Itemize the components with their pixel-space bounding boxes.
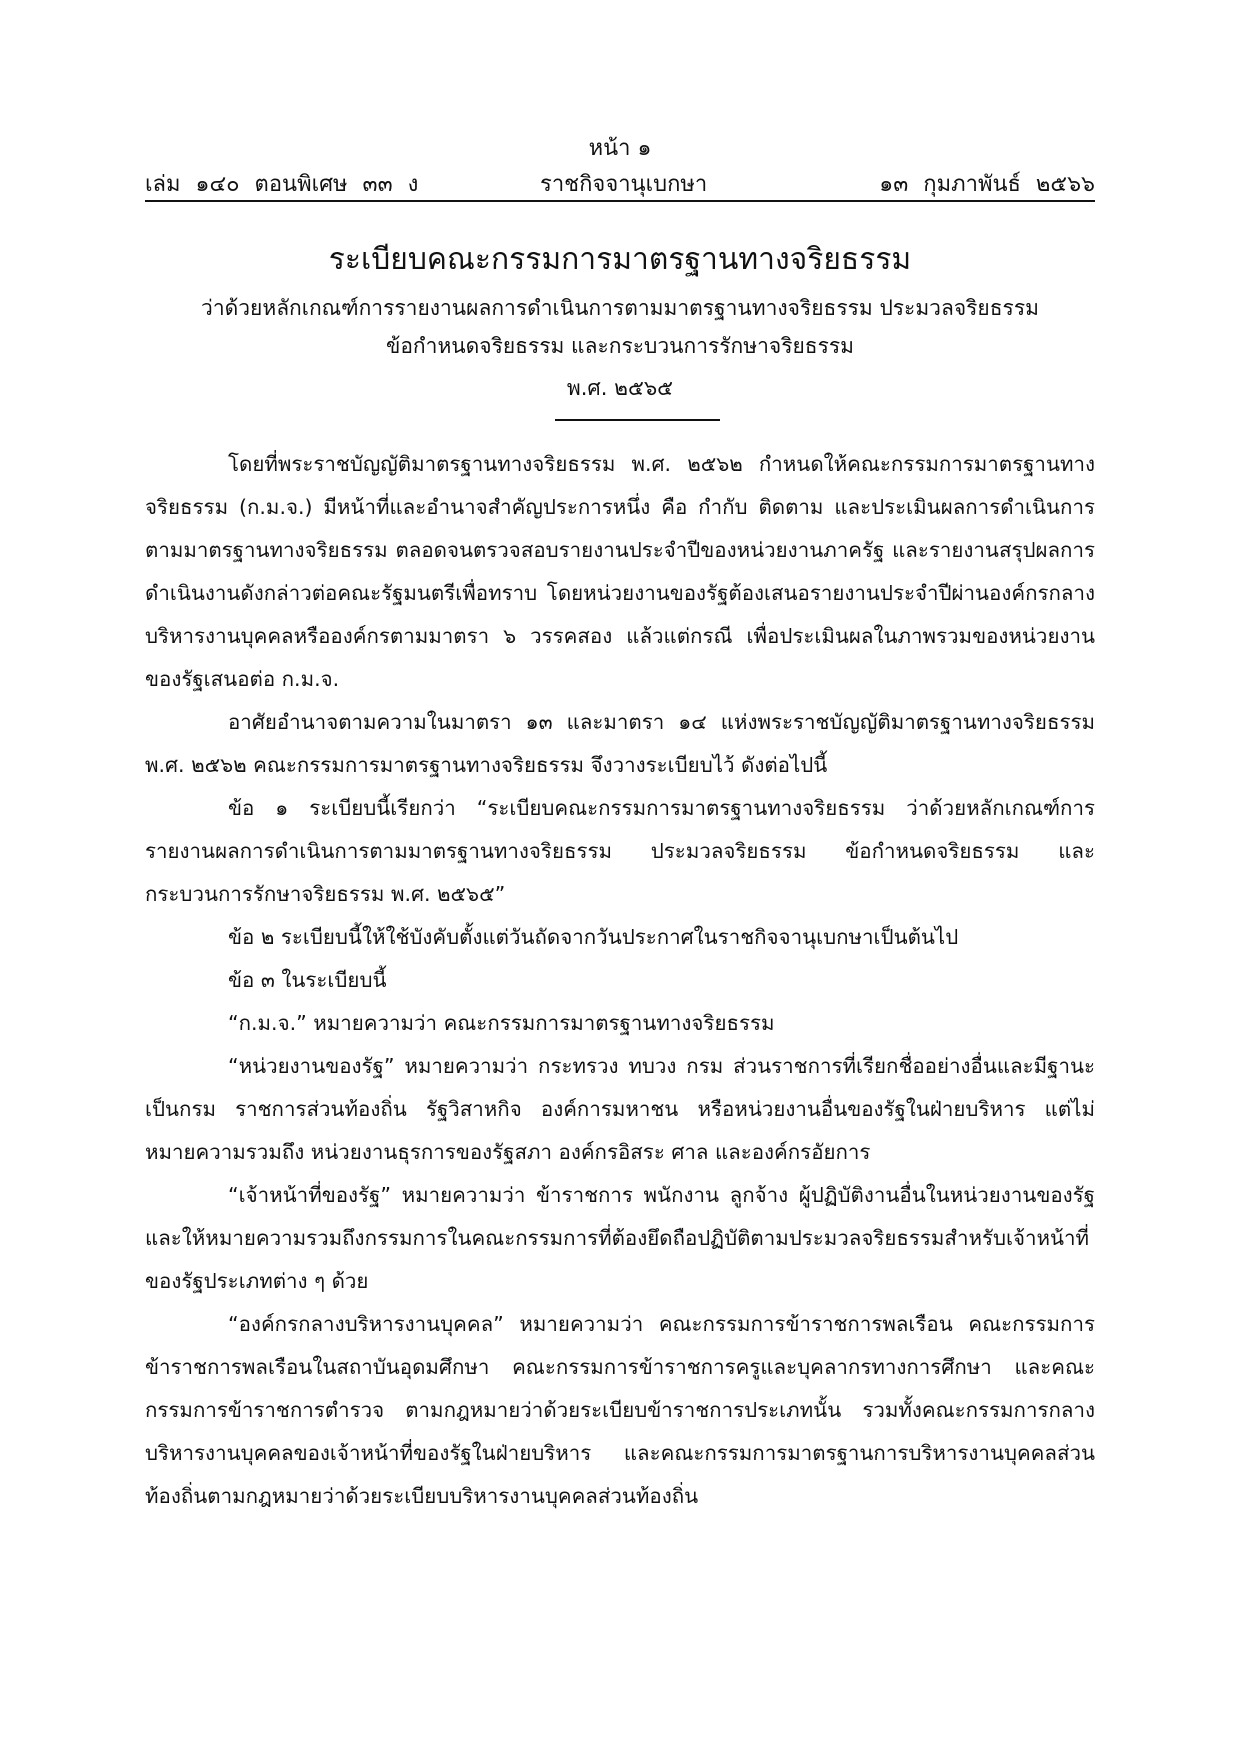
gazette-name: ราชกิจจานุเบกษา xyxy=(540,172,708,197)
publication-date: ๑๓ กุมภาพันธ์ ๒๕๖๖ xyxy=(879,172,1095,197)
document-title: ระเบียบคณะกรรมการมาตรฐานทางจริยธรรม xyxy=(328,242,912,277)
subtitle-line-2: ข้อกำหนดจริยธรรม และกระบวนการรักษาจริยธรรม xyxy=(385,334,855,358)
clause-1: ข้อ ๑ ระเบียบนี้เรียกว่า “ระเบียบคณะกรรมการมาตรฐานทางจริยธรรม ว่าด้วยหลักเกณฑ์การรายงานผลการดำเนินการตามมาตรฐานทางจริยธรรม ประมวลจริยธรรม ข้อกำหนดจริยธรรม และกระบวนการรักษาจริยธรรม พ.ศ. ๒๕๖๕” xyxy=(145,796,1095,906)
title-divider xyxy=(555,419,720,421)
page-number: หน้า ๑ xyxy=(588,136,652,161)
clause-3: ข้อ ๓ ในระเบียบนี้ xyxy=(228,968,387,992)
definition-kmj: “ก.ม.จ.” หมายความว่า คณะกรรมการมาตรฐานทางจริยธรรม xyxy=(228,1011,775,1035)
definition-state-official: “เจ้าหน้าที่ของรัฐ” หมายความว่า ข้าราชการ พนักงาน ลูกจ้าง ผู้ปฏิบัติงานอื่นในหน่วยงานของรัฐ และให้หมายความรวมถึงกรรมการในคณะกรรมการที่ต้องยึดถือปฏิบัติตามประมวลจริยธรรมสำหรับเจ้าหน้าที่ของรัฐประเภทต่าง ๆ ด้วย xyxy=(145,1183,1095,1293)
subtitle-year: พ.ศ. ๒๕๖๕ xyxy=(566,376,674,400)
definition-state-agency: “หน่วยงานของรัฐ” หมายความว่า กระทรวง ทบวง กรม ส่วนราชการที่เรียกชื่ออย่างอื่นและมีฐานะเป็นกรม ราชการส่วนท้องถิ่น รัฐวิสาหกิจ องค์การมหาชน หรือหน่วยงานอื่นของรัฐในฝ่ายบริหาร แต่ไม่หมายความรวมถึง หน่วยงานธุรการของรัฐสภา องค์กรอิสระ ศาล และองค์กรอัยการ xyxy=(145,1054,1095,1164)
document-body xyxy=(145,443,1095,1518)
gazette-header xyxy=(145,166,1095,202)
authority-paragraph: อาศัยอำนาจตามความในมาตรา ๑๓ และมาตรา ๑๔ แห่งพระราชบัญญัติมาตรฐานทางจริยธรรม พ.ศ. ๒๕๖๒ คณะกรรมการมาตรฐานทางจริยธรรม จึงวางระเบียบไว้ ดังต่อไปนี้ xyxy=(145,710,1095,777)
volume-issue: เล่ม ๑๔๐ ตอนพิเศษ ๓๓ ง xyxy=(145,172,419,197)
subtitle-line-1: ว่าด้วยหลักเกณฑ์การรายงานผลการดำเนินการตามมาตรฐานทางจริยธรรม ประมวลจริยธรรม xyxy=(201,296,1039,320)
definition-central-personnel-body: “องค์กรกลางบริหารงานบุคคล” หมายความว่า คณะกรรมการข้าราชการพลเรือน คณะกรรมการข้าราชการพลเรือนในสถาบันอุดมศึกษา คณะกรรมการข้าราชการครูและบุคลากรทางการศึกษา และคณะกรรมการข้าราชการตำรวจ ตามกฎหมายว่าด้วยระเบียบข้าราชการประเภทนั้น รวมทั้งคณะกรรมการกลางบริหารงานบุคคลของเจ้าหน้าที่ของรัฐในฝ่ายบริหาร และคณะกรรมการมาตรฐานการบริหารงานบุคคลส่วนท้องถิ่นตามกฎหมายว่าด้วยระเบียบบริหารงานบุคคลส่วนท้องถิ่น xyxy=(145,1312,1095,1508)
clause-2: ข้อ ๒ ระเบียบนี้ให้ใช้บังคับตั้งแต่วันถัดจากวันประกาศในราชกิจจานุเบกษาเป็นต้นไป xyxy=(228,925,959,949)
preamble-paragraph: โดยที่พระราชบัญญัติมาตรฐานทางจริยธรรม พ.ศ. ๒๕๖๒ กำหนดให้คณะกรรมการมาตรฐานทางจริยธรรม (ก.ม.จ.) มีหน้าที่และอำนาจสำคัญประการหนึ่ง คือ กำกับ ติดตาม และประเมินผลการดำเนินการตามมาตรฐานทางจริยธรรม ตลอดจนตรวจสอบรายงานประจำปีของหน่วยงานภาครัฐ และรายงานสรุปผลการดำเนินงานดังกล่าวต่อคณะรัฐมนตรีเพื่อทราบ โดยหน่วยงานของรัฐต้องเสนอรายงานประจำปีผ่านองค์กรกลางบริหารงานบุคคลหรือองค์กรตามมาตรา ๖ วรรคสอง แล้วแต่กรณี เพื่อประเมินผลในภาพรวมของหน่วยงานของรัฐเสนอต่อ ก.ม.จ. xyxy=(145,452,1095,691)
